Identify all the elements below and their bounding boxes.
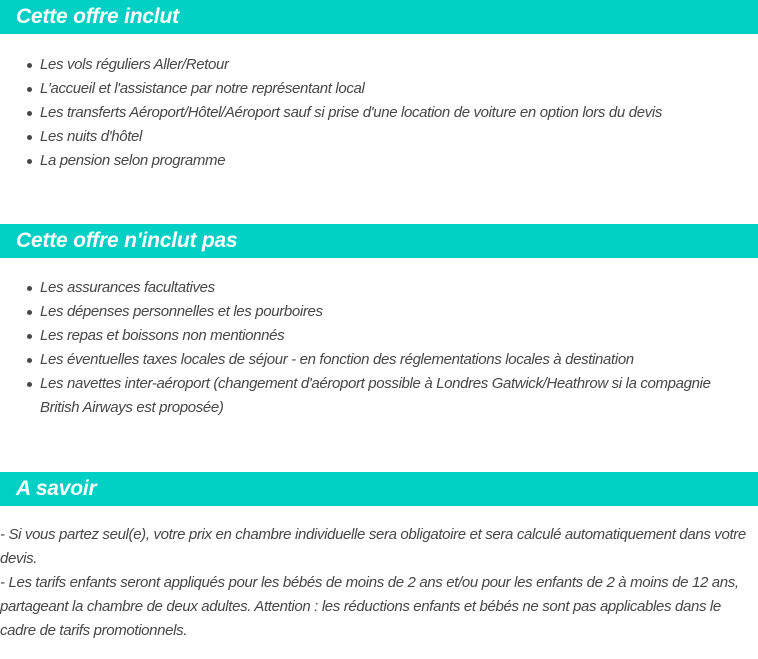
section-title-included: Cette offre inclut — [16, 5, 179, 28]
section-header-notes — [0, 472, 758, 506]
list-item: Les transferts Aéroport/Hôtel/Aéroport sauf si prise d'une location de voiture en option lors du devis — [40, 101, 746, 125]
list-item: Les nuits d'hôtel — [40, 125, 746, 149]
list-item: Les vols réguliers Aller/Retour — [40, 53, 746, 77]
section-title-excluded: Cette offre n'inclut pas — [16, 229, 238, 252]
section-header-included — [0, 0, 758, 34]
section-title-notes: A savoir — [16, 477, 97, 500]
info-paragraph: - Les tarifs enfants seront appliqués pour les bébés de moins de 2 ans et/ou pour les enfants de 2 à moins de 12 ans, partageant la chambre de deux adultes. Attention : les réductions enfants et bébés ne sont pas applicables dans le cadre de tarifs promotionnels. — [0, 574, 739, 639]
excluded-list — [0, 276, 758, 420]
list-item: L'accueil et l'assistance par notre représentant local — [40, 77, 746, 101]
list-item: Les dépenses personnelles et les pourboires — [40, 300, 746, 324]
section-header-excluded — [0, 224, 758, 258]
list-item: Les éventuelles taxes locales de séjour - en fonction des réglementations locales à destination — [40, 348, 746, 372]
list-item: La pension selon programme — [40, 149, 746, 173]
list-item: Les repas et boissons non mentionnés — [40, 324, 746, 348]
included-list — [0, 53, 758, 173]
notes-block — [0, 523, 758, 643]
info-paragraph: - Si vous partez seul(e), votre prix en chambre individuelle sera obligatoire et sera calculé automatiquement dans votre devis. — [0, 526, 746, 567]
list-item: Les navettes inter-aéroport (changement d'aéroport possible à Londres Gatwick/Heathrow si la compagnie British Airways est proposée) — [40, 372, 746, 420]
list-item: Les assurances facultatives — [40, 276, 746, 300]
